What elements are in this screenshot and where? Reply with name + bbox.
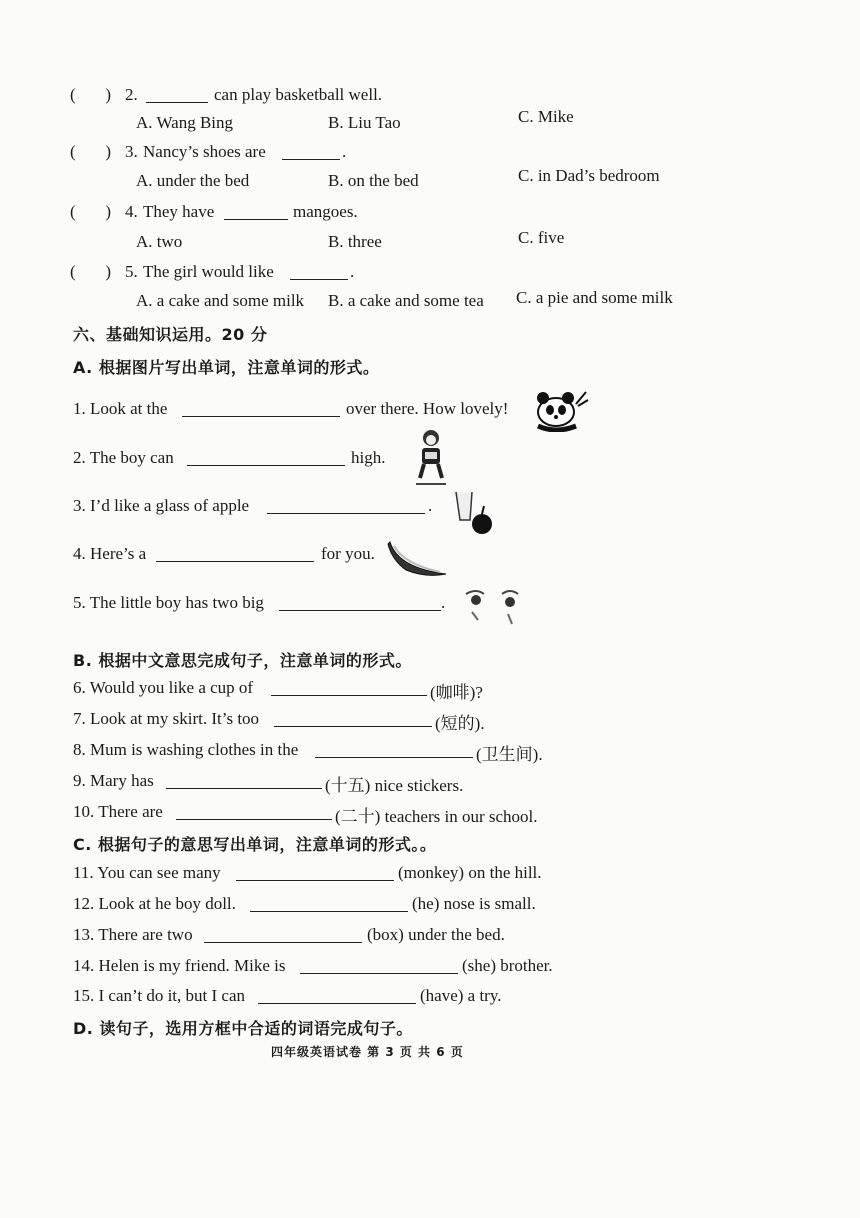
question-text: They have [143, 202, 215, 221]
hint: (咖啡)? [430, 683, 483, 702]
question-number: 3. [125, 142, 138, 161]
question-text: 14. Helen is my friend. Mike is [73, 956, 286, 975]
hint: (短的). [435, 714, 485, 733]
question-text: 8. Mum is washing clothes in the [73, 740, 299, 759]
question-end: high. [351, 448, 386, 467]
hint: (she) brother. [462, 956, 553, 975]
option-a: A. two [136, 232, 183, 251]
question-text: 9. Mary has [73, 771, 154, 790]
apple-juice-icon [452, 490, 496, 540]
question-number: 2. [125, 85, 138, 104]
question-text: 10. There are [73, 802, 163, 821]
question-number: 5. [125, 262, 138, 281]
question-text: 6. Would you like a cup of [73, 678, 254, 697]
hint: (二十) teachers in our school. [335, 807, 538, 826]
eyes-icon [462, 586, 526, 628]
answer-blank[interactable] [282, 145, 340, 160]
section-title: 六、基础知识运用。20 分 [73, 325, 268, 344]
question-number: 4. [125, 202, 138, 221]
option-a: A. a cake and some milk [136, 291, 305, 310]
answer-blank[interactable] [204, 928, 362, 943]
option-c: C. a pie and some milk [516, 288, 673, 307]
option-c: C. Mike [518, 107, 574, 126]
question-text: 12. Look at he boy doll. [73, 894, 236, 913]
part-d-instruction: D. 读句子，选用方框中合适的词语完成句子。 [73, 1019, 413, 1038]
question-end: . [342, 142, 347, 161]
answer-blank[interactable] [187, 451, 345, 466]
answer-blank[interactable] [258, 989, 416, 1004]
option-b: B. three [328, 232, 382, 251]
option-a: A. Wang Bing [136, 113, 234, 132]
question-text: 3. I’d like a glass of apple [73, 496, 250, 515]
answer-bracket[interactable]: ( ) [70, 142, 112, 161]
answer-blank[interactable] [271, 681, 427, 696]
question-text: 7. Look at my skirt. It’s too [73, 709, 260, 728]
question-end: . [428, 496, 433, 515]
option-b: B. a cake and some tea [328, 291, 484, 310]
answer-blank[interactable] [166, 774, 322, 789]
question-end: over there. How lovely! [346, 399, 509, 418]
option-b: B. Liu Tao [328, 113, 401, 132]
part-a-instruction: A. 根据图片写出单词，注意单词的形式。 [73, 358, 380, 377]
question-text: Nancy’s shoes are [143, 142, 266, 161]
question-text: 1. Look at the [73, 399, 168, 418]
hint: (have) a try. [420, 986, 502, 1005]
answer-bracket[interactable]: ( ) [70, 85, 112, 104]
hint: (monkey) on the hill. [398, 863, 542, 882]
jumping-boy-icon [414, 428, 450, 488]
answer-blank[interactable] [146, 88, 208, 103]
answer-blank[interactable] [290, 265, 348, 280]
hint: (卫生间). [476, 745, 543, 764]
question-end: mangoes. [293, 202, 358, 221]
answer-blank[interactable] [156, 547, 314, 562]
part-b-instruction: B. 根据中文意思完成句子，注意单词的形式。 [73, 651, 412, 670]
answer-blank[interactable] [279, 596, 441, 611]
question-text: 15. I can’t do it, but I can [73, 986, 246, 1005]
answer-blank[interactable] [182, 402, 340, 417]
page-footer: 四年级英语试卷 第 3 页 共 6 页 [271, 1045, 464, 1059]
banana-icon [386, 538, 452, 582]
option-b: B. on the bed [328, 171, 419, 190]
answer-blank[interactable] [315, 743, 473, 758]
hint: (十五) nice stickers. [325, 776, 464, 795]
part-c-instruction: C. 根据句子的意思写出单词，注意单词的形式。。 [73, 835, 437, 854]
answer-blank[interactable] [250, 897, 408, 912]
question-text: 5. The little boy has two big [73, 593, 264, 612]
answer-bracket[interactable]: ( ) [70, 262, 112, 281]
question-text: 11. You can see many [73, 863, 221, 882]
question-text: 4. Here’s a [73, 544, 147, 563]
question-end: for you. [321, 544, 375, 563]
answer-bracket[interactable]: ( ) [70, 202, 112, 221]
hint: (he) nose is small. [412, 894, 536, 913]
question-text: can play basketball well. [214, 85, 383, 104]
answer-blank[interactable] [176, 805, 332, 820]
hint: (box) under the bed. [367, 925, 505, 944]
answer-blank[interactable] [224, 205, 288, 220]
option-a: A. under the bed [136, 171, 250, 190]
question-end: . [350, 262, 355, 281]
answer-blank[interactable] [236, 866, 394, 881]
question-text: 2. The boy can [73, 448, 174, 467]
answer-blank[interactable] [274, 712, 432, 727]
panda-icon [532, 386, 590, 432]
question-text: 13. There are two [73, 925, 193, 944]
answer-blank[interactable] [300, 959, 458, 974]
question-end: . [441, 593, 446, 612]
question-text: The girl would like [143, 262, 274, 281]
option-c: C. five [518, 228, 565, 247]
answer-blank[interactable] [267, 499, 425, 514]
option-c: C. in Dad’s bedroom [518, 166, 660, 185]
